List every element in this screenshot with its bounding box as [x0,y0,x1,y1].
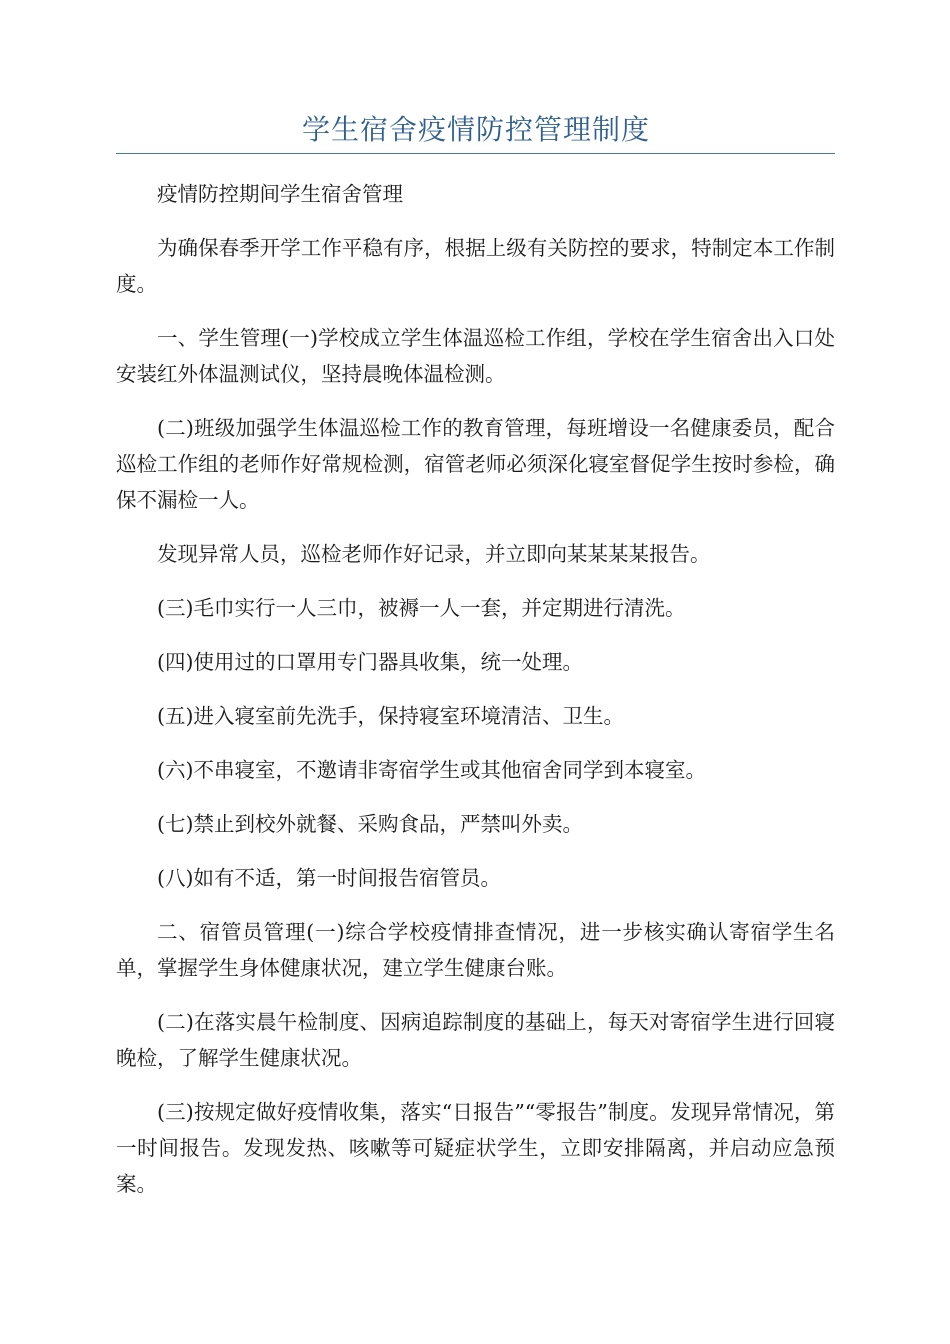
document-title: 学生宿舍疫情防控管理制度 [301,113,650,146]
document-body [116,176,835,1220]
paragraph: (二)在落实晨午检制度、因病追踪制度的基础上，每天对寄宿学生进行回寝晚检，了解学生健康状况。 [116,1010,835,1070]
paragraph: (三)毛巾实行一人三巾，被褥一人一套，并定期进行清洗。 [157,596,686,620]
paragraph: (五)进入寝室前先洗手，保持寝室环境清洁、卫生。 [157,704,624,728]
title-underline [116,153,835,154]
paragraph: (六)不串寝室，不邀请非寄宿学生或其他宿舍同学到本寝室。 [157,758,706,782]
paragraph: (七)禁止到校外就餐、采购食品，严禁叫外卖。 [157,812,583,836]
paragraph: (二)班级加强学生体温巡检工作的教育管理，每班增设一名健康委员，配合巡检工作组的老师作好常规检测，宿管老师必须深化寝室督促学生按时参检，确保不漏检一人。 [116,416,835,512]
paragraph: (三)按规定做好疫情收集，落实“日报告”“零报告”制度。发现异常情况，第一时间报告。发现发热、咳嗽等可疑症状学生，立即安排隔离，并启动应急预案。 [116,1100,835,1196]
paragraph: 发现异常人员，巡检老师作好记录，并立即向某某某某报告。 [157,542,711,566]
paragraph: 疫情防控期间学生宿舍管理 [157,182,403,206]
paragraph: 一、学生管理(一)学校成立学生体温巡检工作组，学校在学生宿舍出入口处安装红外体温测试仪，坚持晨晚体温检测。 [116,326,835,386]
paragraph: 二、宿管员管理(一)综合学校疫情排查情况，进一步核实确认寄宿学生名单，掌握学生身体健康状况，建立学生健康台账。 [116,920,835,980]
paragraph: (八)如有不适，第一时间报告宿管员。 [157,866,501,890]
paragraph: 为确保春季开学工作平稳有序，根据上级有关防控的要求，特制定本工作制度。 [116,236,835,296]
paragraph: (四)使用过的口罩用专门器具收集，统一处理。 [157,650,583,674]
